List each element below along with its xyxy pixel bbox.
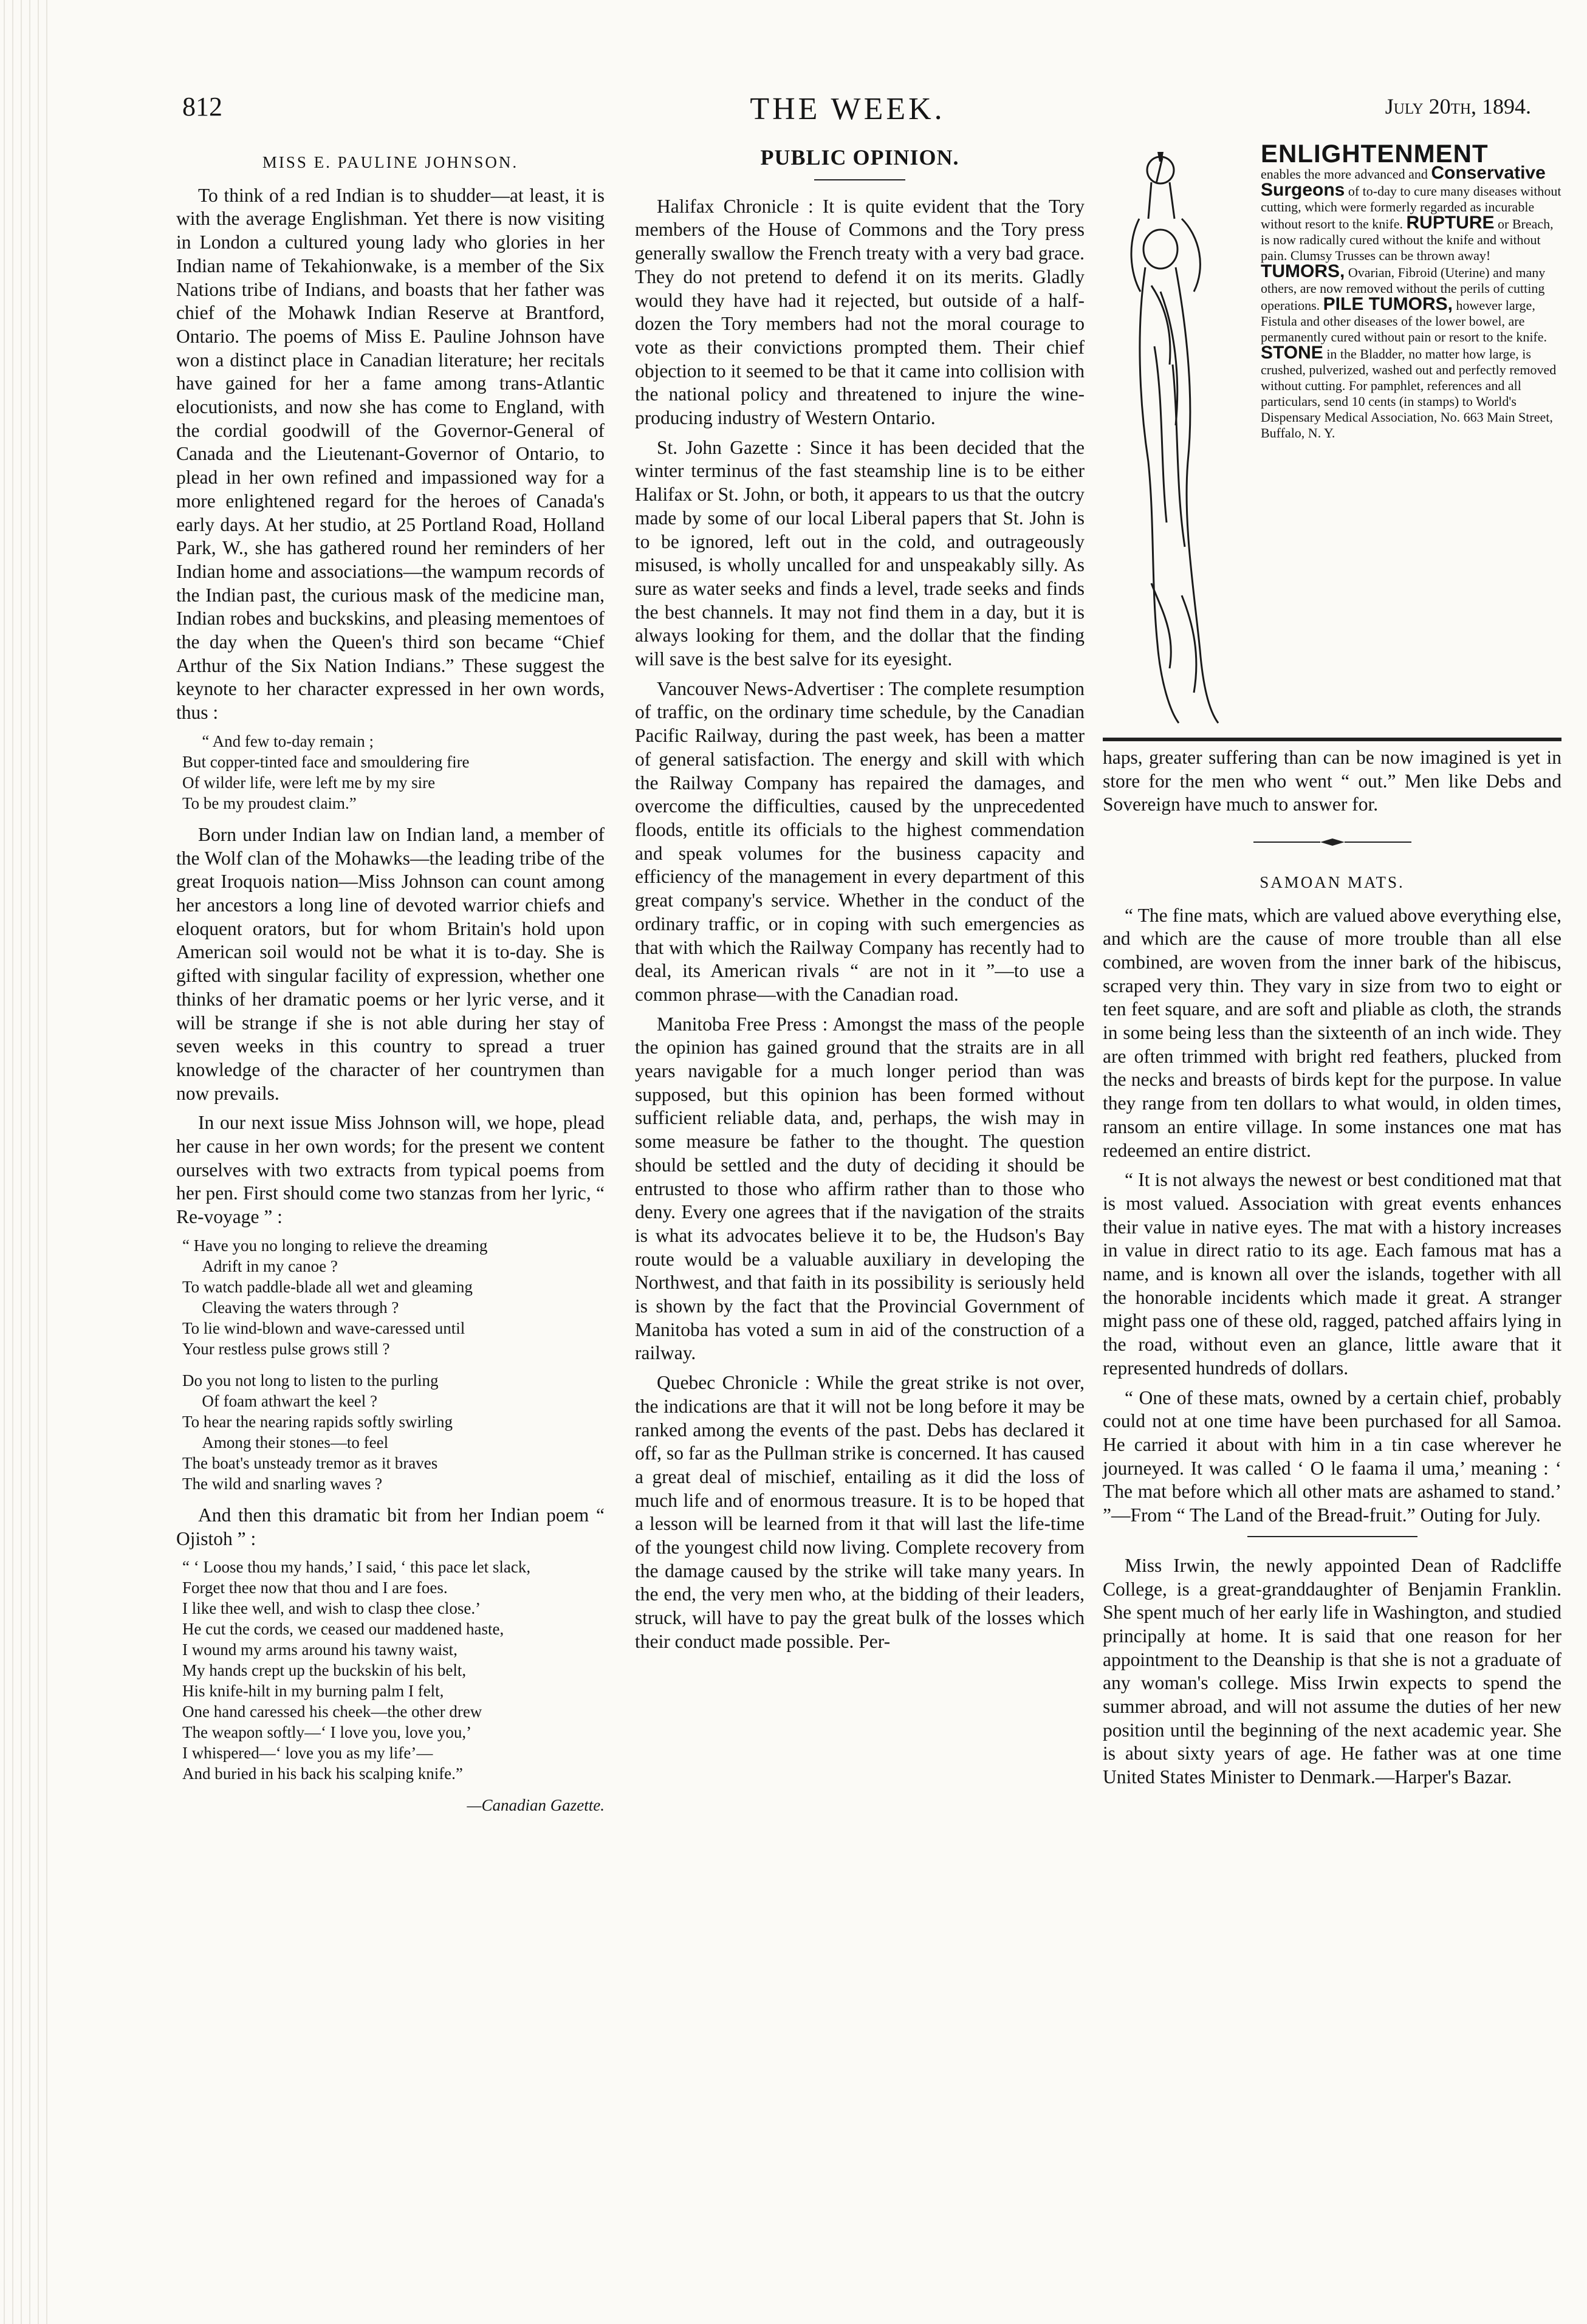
poem-line: To watch paddle-blade all wet and gleaming xyxy=(182,1277,473,1296)
paragraph-continued: haps, greater suffering than can be now imagined is yet in store for the men who went “ out.” Men like Debs and Sovereign have much to answer for. xyxy=(1103,747,1561,815)
column-3 xyxy=(1103,139,1561,1795)
poem-line: My hands crept up the buckskin of his belt, xyxy=(182,1661,467,1680)
poem-line: Of foam athwart the keel ? xyxy=(202,1391,378,1410)
ad-separator-rule xyxy=(1103,738,1561,741)
poem-line: And buried in his back his scalping knife.” xyxy=(182,1764,463,1783)
article-title-johnson: MISS E. PAULINE JOHNSON. xyxy=(262,153,519,171)
poem-line: Forget thee now that thou and I are foes. xyxy=(182,1578,448,1597)
poem-line: Cleaving the waters through ? xyxy=(202,1298,399,1317)
poem-line: “ And few to-day remain ; xyxy=(202,732,374,750)
poem-line: Adrift in my canoe ? xyxy=(202,1256,338,1275)
poem-line: Among their stones—to feel xyxy=(202,1433,389,1452)
paragraph: In our next issue Miss Johnson will, we hope, plead her cause in her own words; for the present we content ourselves with two extracts from typical poems from her pen. First should come two stanzas from her lyric, “ Re-voyage ” : xyxy=(176,1112,605,1228)
poem-excerpt-1 xyxy=(182,731,605,814)
poem-line: He cut the cords, we ceased our maddened haste, xyxy=(182,1620,504,1639)
masthead: THE WEEK. xyxy=(750,92,945,126)
poem-line: Do you not long to listen to the purling xyxy=(182,1371,439,1390)
poem-line: Of wilder life, were left me by my sire xyxy=(182,773,436,792)
article-title-samoan-mats: SAMOAN MATS. xyxy=(1260,872,1405,891)
ad-copy: ENLIGHTENMENT enables the more advanced and Conservative Surgeons of to-day to cure many diseases without cutting, which were formerly regarded as incurable without resort to the knife. RUPTURE or Breach, is now radically cured without the knife and without pain. Clumsy Trusses can be thrown away! TUMORS, Ovarian, Fibroid (Uterine) and many others, are now removed without the perils of cutting operations. PILE TUMORS, however large, Fistula and other diseases of the lower bowel, are permanently cured without pain or resort to the knife. STONE in the Bladder, no matter how large, is crushed, pulverized, washed out and perfectly removed without cutting. For pamphlet, references and all particulars, send 10 cents (in stamps) to World's Dispensary Medical Association, No. 663 Main Street, Buffalo, N. Y. xyxy=(1261,146,1565,441)
poem-line: The boat's unsteady tremor as it braves xyxy=(182,1453,438,1472)
poem-line: I wound my arms around his tawny waist, xyxy=(182,1640,458,1659)
title-rule xyxy=(814,179,905,180)
poem-line: The wild and snarling waves ? xyxy=(182,1474,383,1493)
poem-line: I like thee well, and wish to clasp thee close.’ xyxy=(182,1599,481,1618)
poem-excerpt-ojistoh xyxy=(182,1557,605,1784)
poem-excerpt-revoyage xyxy=(182,1235,605,1494)
poem-line: The weapon softly—‘ I love you, love you,’ xyxy=(182,1723,472,1742)
paragraph: Born under Indian law on Indian land, a member of the Wolf clan of the Mohawks—the leading tribe of the great Iroquois nation—Miss Johnson can count among her ancestors a long line of devoted warrior chiefs and eloquent orators, but for whom Britain's hold upon American soil would not be what it is to-day. She is gifted with singular facility of expression, whether one thinks of her dramatic poems or her lyric verse, and it will be strange if she is not able during her stay of seven weeks in this country to spread a truer knowledge of the character of her countrymen than now prevails. xyxy=(176,823,605,1104)
paragraph: To think of a red Indian is to shudder—at least, it is with the average Englishman. Yet there is now visiting in London a cultured young lady who glories in her Indian name of Tekahionwake, is a member of the Six Nations tribe of Indians, and boasts that her father was chief of the Mohawk Indian Reserve at Brantford, Ontario. The poems of Miss E. Pauline Johnson have won a distinct place in Canadian literature; her recitals have gained for her a fame among trans-Atlantic elocutionists, and now she has come to England, with the cordial goodwill of the Governor-General of Canada and the Lieutenant-Governor of Ontario, to plead in her own refined and impassioned way for a more enlightened regard for the heroes of Canada's early days. At her studio, at 25 Portland Road, Holland Park, W., she has gathered round her reminders of her Indian home and associations—the wampum records of the Indian past, the curious mask of the medicine man, Indian robes and buckskins, and pleasing mementoes of the day when the Queen's third son became “Chief Arthur of the Six Nation Indians.” These suggest the keynote to her character expressed in her own words, thus : xyxy=(176,184,605,724)
poem-line: I whispered—‘ love you as my life’— xyxy=(182,1744,433,1763)
poem-line: One hand caressed his cheek—the other drew xyxy=(182,1702,482,1721)
poem-line: To be my proudest claim.” xyxy=(182,794,357,812)
paragraph: “ It is not always the newest or best conditioned mat that is most valued. Association with great events enhances their value in native eyes. The mat with a history increases in value in direct ratio to its age. Each famous mat has a name, and is known all over the islands, together with all the honorable incidents which made it great. A stranger might pass one of these old, ragged, patched affairs lying in the road, without even an glance, little aware that it represented hundreds of dollars. xyxy=(1103,1169,1561,1379)
poem-line: His knife-hilt in my burning palm I felt, xyxy=(182,1682,444,1701)
poem-line: But copper-tinted face and smouldering fire xyxy=(182,752,470,771)
ornamental-divider xyxy=(1103,829,1561,852)
section-title-public-opinion: PUBLIC OPINION. xyxy=(760,145,959,170)
source-attribution: —Canadian Gazette. xyxy=(467,1796,605,1815)
paragraph: Halifax Chronicle : It is quite evident that the Tory members of the House of Commons and the Tory press generally swallow the French treaty with a very bad grace. They do not pretend to defend it on its merits. Gladly would they have had it rejected, but outside of a half-dozen the Tory members had not the moral courage to vote as their convictions prompted them. Their chief objection to it seemed to be that it came into collision with the national policy and threatened to injure the wine-producing industry of Western Ontario. xyxy=(635,195,1085,429)
page-gutter xyxy=(0,0,55,2324)
column-1 xyxy=(176,146,605,1817)
column-2 xyxy=(635,146,1085,1660)
poem-line: “ Have you no longing to relieve the dreaming xyxy=(182,1236,488,1255)
paragraph: Manitoba Free Press : Amongst the mass of the people the opinion has gained ground that the straits are in all years navigable for a much longer period than was supposed, but this opinion has been formed without sufficient reliable data, and, perhaps, the wish may in some measure be father to the thought. The question should be settled and the duty of deciding it should be entrusted to those who affirm rather than to those who deny. Every one agrees that if the navigation of the straits is what its advocates believe it to be, the Hudson's Bay route would be a valuable auxiliary in developing the Northwest, and that faith in its possibility is seriously held is shown by the fact that the Provincial Government of Manitoba has voted a sum in aid of the construction of a railway. xyxy=(635,1013,1085,1364)
page-number: 812 xyxy=(182,92,222,122)
paragraph: “ One of these mats, owned by a certain chief, probably could not at one time have been purchased for all Samoa. He carried it about with him in a tin case wherever he journeyed. It was called ‘ O le faama il uma,’ meaning : ‘ The mat before which all other mats are ashamed to stand.’ ”—From “ The Land of the Bread-fruit.” Outing for July. xyxy=(1103,1387,1561,1526)
poem-line: “ ‘ Loose thou my hands,’ I said, ‘ this pace let slack, xyxy=(182,1558,531,1577)
ad-title: ENLIGHTENMENT xyxy=(1261,139,1489,168)
poem-line: To lie wind-blown and wave-caressed until xyxy=(182,1318,465,1337)
page-header xyxy=(164,91,1531,140)
paragraph: “ The fine mats, which are valued above everything else, and which are the cause of more trouble than all else combined, are woven from the inner bark of the hibiscus, scraped very thin. They vary in size from two to eight or ten feet square, and are soft and pliable as cloth, the strands in some being less than the sixteenth of an inch wide. They are often trimmed with bright red feathers, plucked from the necks and breasts of birds kept for the purpose. In value they range from ten dollars to what would, in olden times, ransom an entire village. In some instances one mat has redeemed an entire district. xyxy=(1103,904,1561,1161)
torch-bearer-illustration xyxy=(1103,146,1258,729)
poem-line: To hear the nearing rapids softly swirling xyxy=(182,1412,453,1431)
advertisement-enlightenment xyxy=(1103,139,1561,729)
paragraph: Quebec Chronicle : While the great strike is not over, the indications are that it will not be long before it may be ranked among the events of the past. Debs has declared it off, so far as the Pullman strike is concerned. It has caused a great deal of mischief, entailing as it did the loss of much life and of enormous treasure. It is to be hoped that a lesson will be learned from it that will last the life-time of the youngest child now living. Complete recovery from the damage caused by the strike will take many years. In the end, the very men who, at the bidding of their leaders, struck, will have to pay the great bulk of the losses which their conduct made possible. Per- xyxy=(635,1372,1085,1652)
paragraph: St. John Gazette : Since it has been decided that the winter terminus of the fast steamship line is to be either Halifax or St. John, or both, it appears to us that the outcry made by some of our local Liberal papers that St. John is to be ignored, left out in the cold, and outrageously misused, is wholly uncalled for and unspeakably silly. As sure as water seeks and finds a level, trade seeks and finds the best channels. It may not find them in a day, but it is always looking for them, and the dollar that the finding will save is the best salve for its eyesight. xyxy=(635,436,1085,670)
paragraph: Miss Irwin, the newly appointed Dean of Radcliffe College, is a great-granddaughter of Benjamin Franklin. She spent much of her early life in Washington, and studied principally at home. It is said that one reason for her appointment to the Deanship is that she is not a graduate of any woman's college. Miss Irwin expects to spend the summer abroad, and will not assume the duties of her new position until the beginning of the next academic year. She is about sixty years of age. He father was at one time United States Minister to Denmark.—Harper's Bazar. xyxy=(1103,1554,1561,1788)
paragraph: And then this dramatic bit from her Indian poem “ Ojistoh ” : xyxy=(176,1504,605,1549)
paragraph: Vancouver News-Advertiser : The complete resumption of traffic, on the ordinary time schedule, by the Canadian Pacific Railway, during the past week, has been a matter of general satisfaction. The energy and skill with which the Railway Company has repaired the damages, and overcome the difficulties, caused by the unprecedented floods, entitle its officials to the highest commendation and speak volumes for the business capacity and efficiency of the management in every department of this great company's service. Whether in the conduct of the ordinary traffic, or in coping with such emergencies as that with which the Railway Company has recently had to deal, its American rivals “ are not in it ”—to use a common phrase—with the Canadian road. xyxy=(635,677,1085,1005)
poem-line: Your restless pulse grows still ? xyxy=(182,1339,390,1358)
issue-date: July 20th, 1894. xyxy=(1385,94,1531,118)
article-divider xyxy=(1247,1536,1417,1537)
